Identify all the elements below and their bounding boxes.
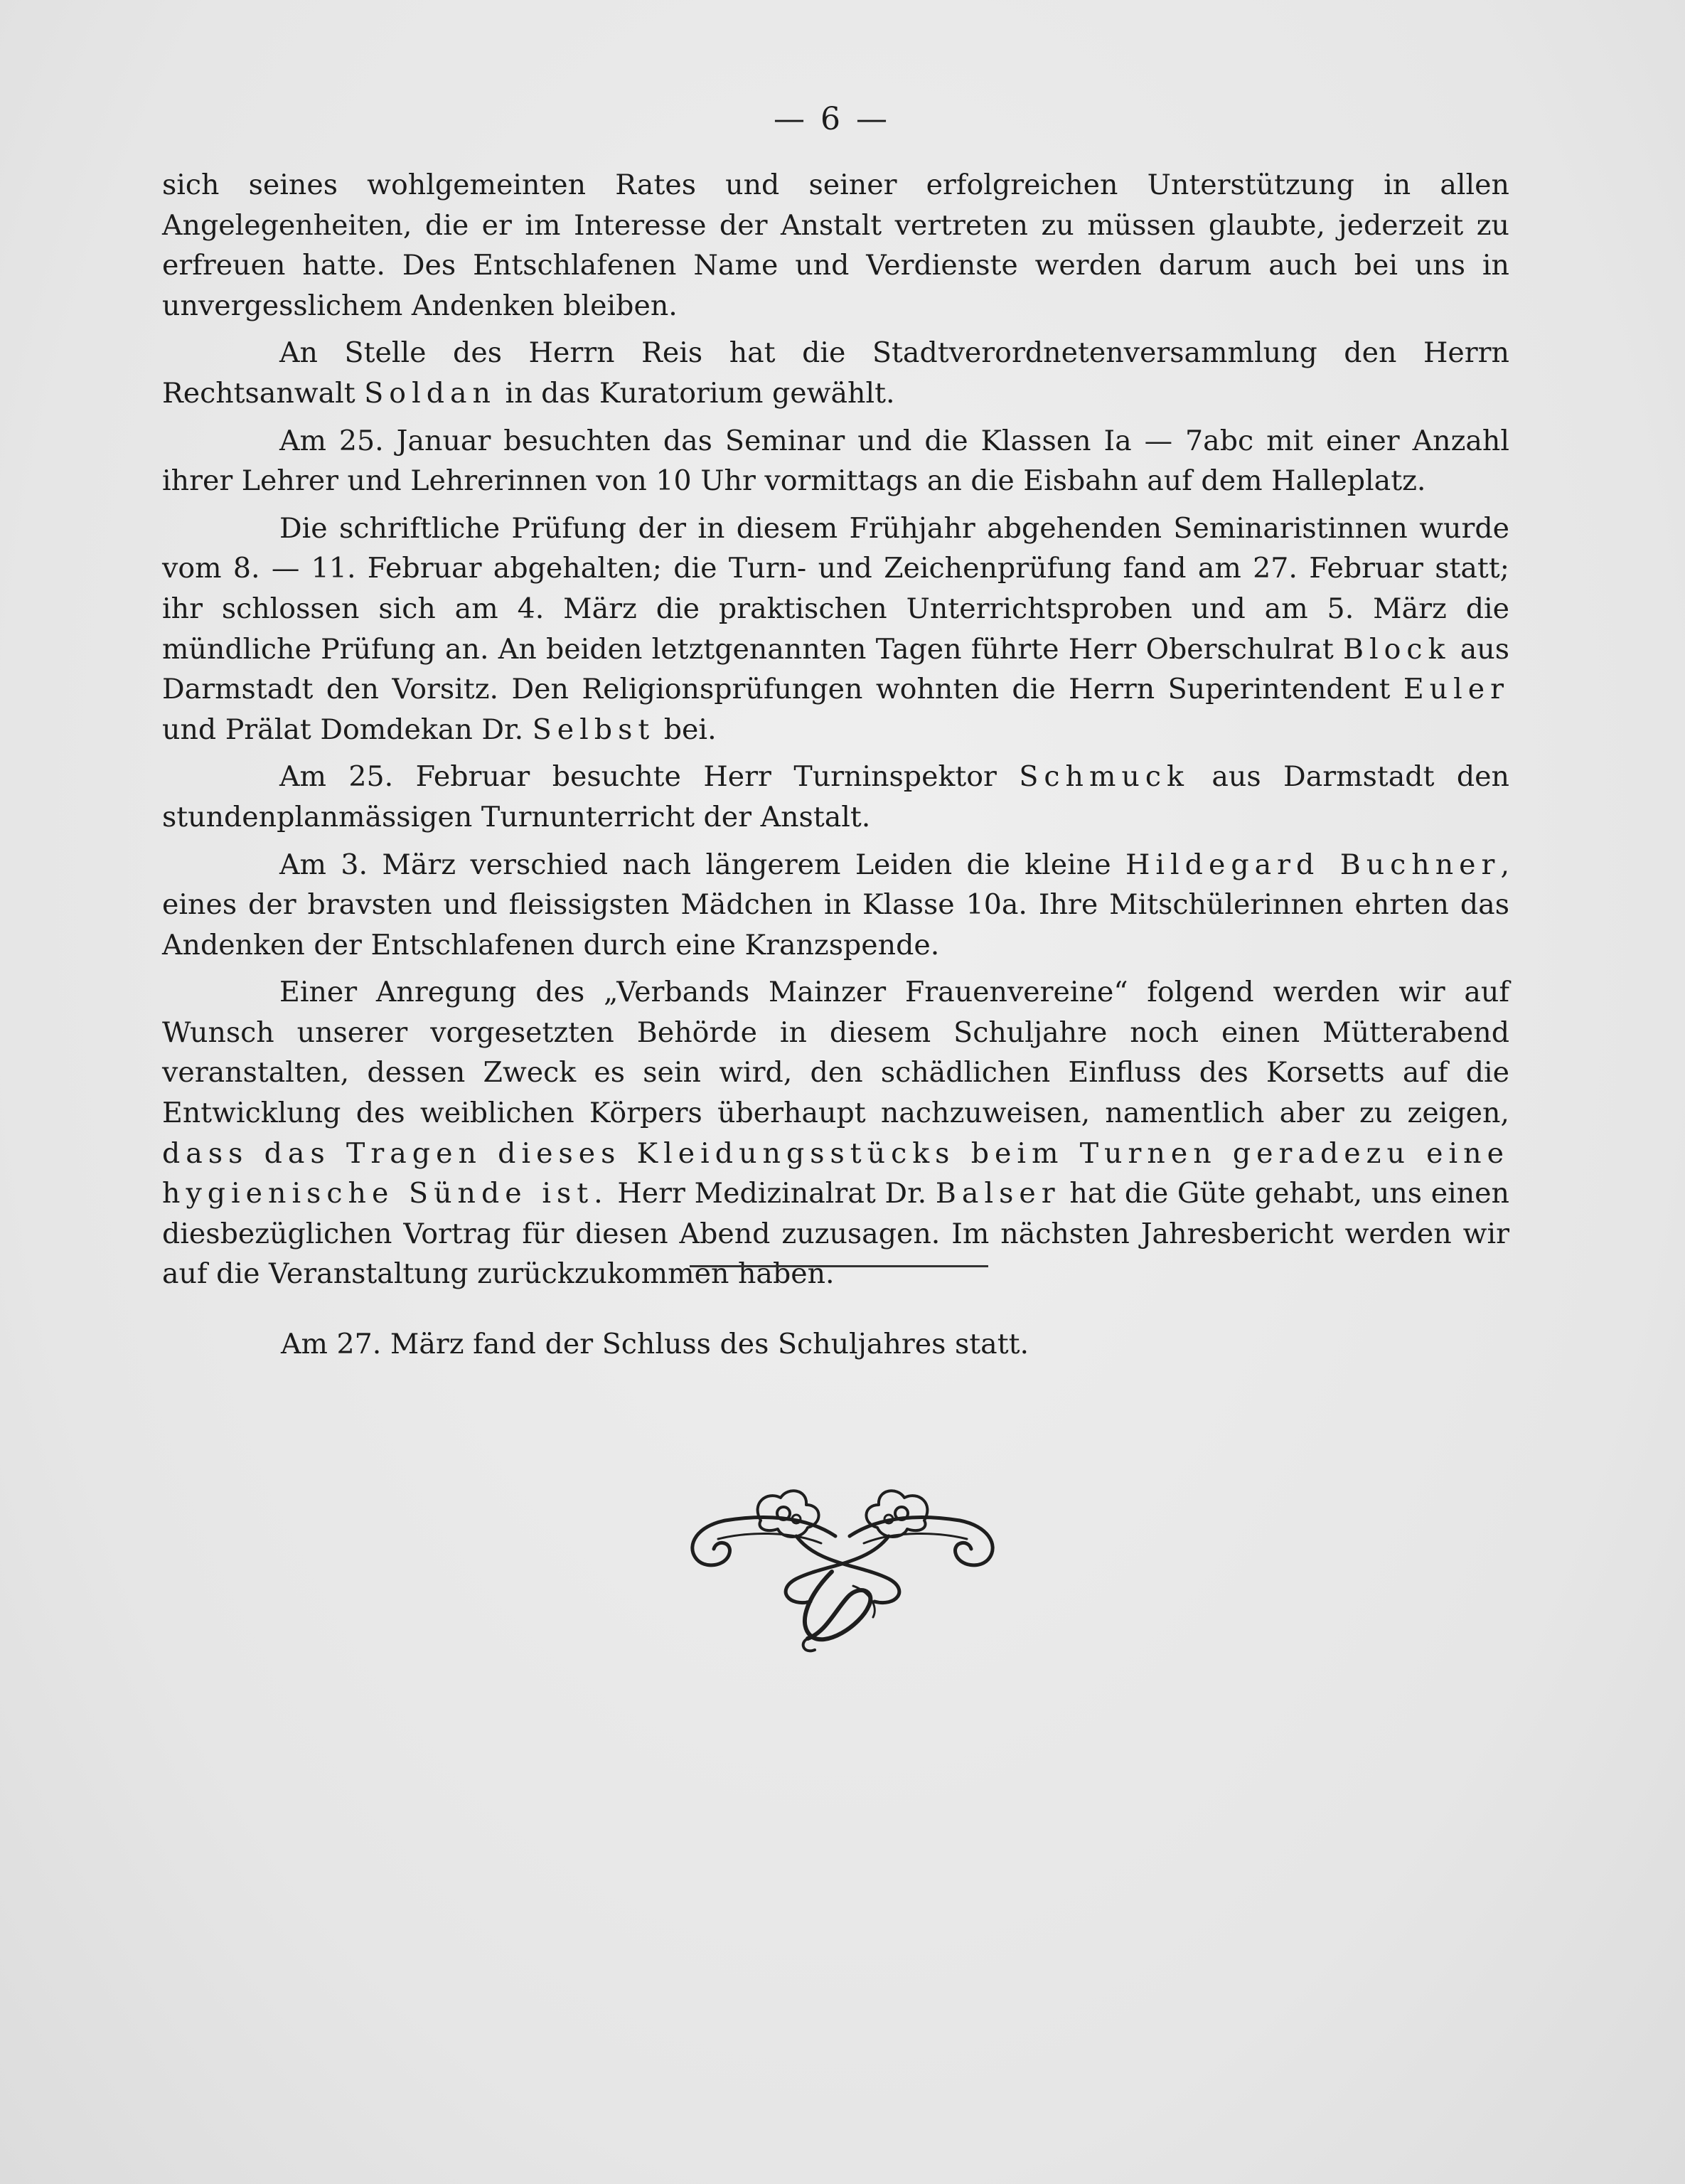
name-schmuck: Schmuck <box>1019 760 1189 794</box>
name-euler: Euler <box>1403 673 1509 706</box>
name-buchner: Hildegard Buchner <box>1125 848 1501 881</box>
paragraph-2: An Stelle des Herrn Reis hat die Stadtverordnetenversammlung den Herrn Rechtsanwalt Soldan in das Kuratorium gewählt. <box>162 336 1509 410</box>
name-selbst: Selbst <box>532 713 656 746</box>
closing-line: Am 27. März fand der Schluss des Schuljahres statt. <box>281 1328 1029 1360</box>
emphasis-text: dass das Tragen dieses Kleidungsstücks beim Turnen geradezu eine hygienische Sünde ist. <box>162 1136 1509 1210</box>
section-divider <box>690 1265 988 1267</box>
name-balser: Balser <box>935 1177 1061 1210</box>
name-soldan: Soldan <box>364 376 496 410</box>
paragraph-6: Am 3. März verschied nach längerem Leiden die kleine Hildegard Buchner, eines der bravsten und fleissigsten Mädchen in Klasse 10a. Ihre Mitschülerinnen ehrten das Andenken der Entschlafenen durch eine Kranzspende. <box>162 848 1509 962</box>
paragraph-4: Die schriftliche Prüfung der in diesem Frühjahr abgehenden Seminaristinnen wurde vom 8. — 11. Februar abgehalten; die Turn- und Zeichenprüfung fand am 27. Februar statt; ihr schlossen sich am 4. März die praktischen Unterrichtsproben und am 5. März die mündliche Prüfung an. An beiden letztgenannten Tagen führte Herr Oberschulrat Block aus Darmstadt den Vorsitz. Den Religionsprüfungen wohnten die Herrn Superintendent Euler und Prälat Domdekan Dr. Selbst bei. <box>162 511 1509 746</box>
page-number: — 6 — <box>774 101 890 137</box>
paragraph-7: Einer Anregung des „Verbands Mainzer Frauenvereine“ folgend werden wir auf Wunsch unserer vorgesetzten Behörde in diesem Schuljahre noch einen Mütterabend veranstalten, dessen Zweck es sein wird, den schädlichen Einfluss des Korsetts auf die Entwicklung des weiblichen Körpers überhaupt nachzuweisen, namentlich aber zu zeigen, dass das Tragen dieses Kleidungsstücks beim Turnen geradezu eine hygienische Sünde ist. Herr Medizinalrat Dr. Balser hat die Güte gehabt, uns einen diesbezüglichen Vortrag für diesen Abend zuzusagen. Im nächsten Jahresbericht werden wir auf die Veranstaltung zurückzukommen haben. <box>162 976 1509 1291</box>
floral-vignette-icon <box>683 1486 1002 1671</box>
name-block: Block <box>1342 632 1451 666</box>
paragraph-3: Am 25. Januar besuchten das Seminar und die Klassen Ia — 7abc mit einer Anzahl ihrer Lehrer und Lehrerinnen von 10 Uhr vormittags an die Eisbahn auf dem Halleplatz. <box>162 424 1509 498</box>
paragraph-5: Am 25. Februar besuchte Herr Turninspektor Schmuck aus Darmstadt den stundenplanmässigen Turnunterricht der Anstalt. <box>162 760 1509 833</box>
paragraph-1: sich seines wohlgemeinten Rates und seiner erfolgreichen Unterstützung in allen Angelegenheiten, die er im Interesse der Anstalt vertreten zu müssen glaubte, jederzeit zu erfreuen hatte. Des Entschlafenen Name und Verdienste werden darum auch bei uns in unvergesslichem Andenken bleiben. <box>162 169 1509 322</box>
body-text <box>162 165 1509 1301</box>
